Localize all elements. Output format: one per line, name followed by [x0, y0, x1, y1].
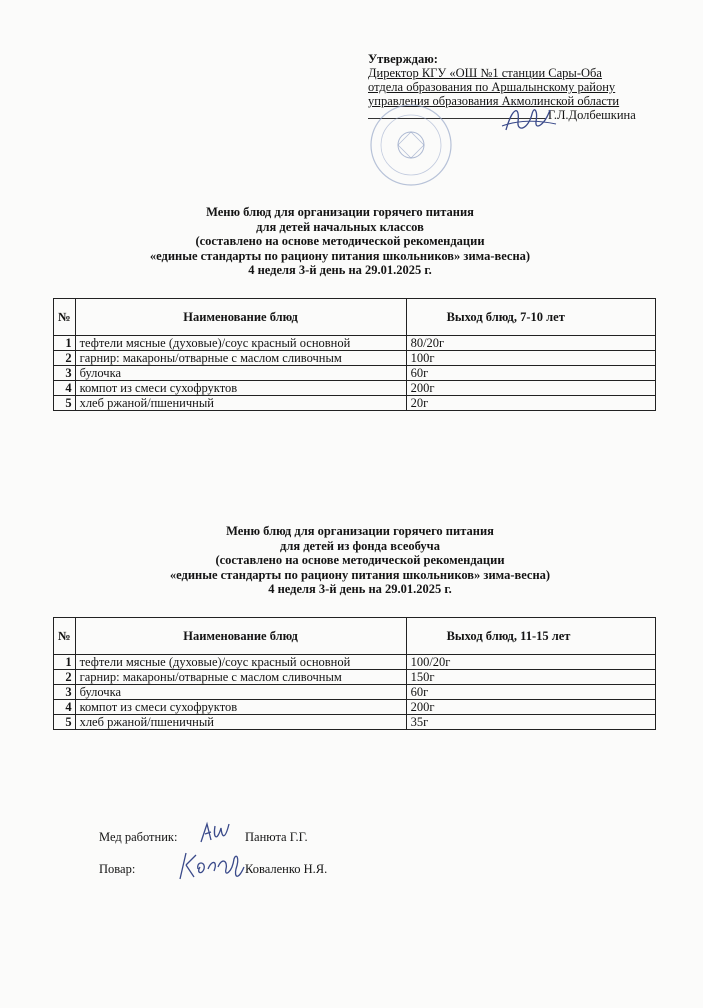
- row-output: 35г: [406, 715, 655, 730]
- row-output: 200г: [406, 381, 655, 396]
- row-name: гарнир: макароны/отварные с маслом сливочным: [75, 670, 406, 685]
- director-signature-icon: [498, 100, 558, 138]
- row-num: 2: [54, 670, 76, 685]
- row-name: хлеб ржаной/пшеничный: [75, 396, 406, 411]
- header-output: Выход блюд, 11-15 лет: [406, 618, 655, 655]
- menu1-table: [53, 298, 656, 411]
- approval-line-2: отдела образования по Аршалынскому району: [368, 80, 616, 94]
- row-output: 150г: [406, 670, 655, 685]
- row-name: компот из смеси сухофруктов: [75, 381, 406, 396]
- menu1-title-line: «единые стандарты по рациону питания школьников» зима-весна): [149, 248, 531, 263]
- menu1-title-line: для детей начальных классов: [256, 219, 424, 234]
- menu1-title-line: Меню блюд для организации горячего питания: [206, 205, 474, 219]
- medic-role: Мед работник:: [99, 830, 178, 844]
- menu1-title-line: (составлено на основе методической рекомендации: [195, 234, 485, 248]
- row-output: 100г: [406, 351, 655, 366]
- menu2-title-line: 4 неделя 3-й день на 29.01.2025 г.: [268, 582, 452, 596]
- table-row: [54, 351, 656, 366]
- cook-name: Коваленко Н.Я.: [245, 862, 328, 876]
- cook-signature-icon: [172, 847, 248, 885]
- table-row: [54, 655, 656, 670]
- menu1-title: [60, 205, 620, 278]
- menu2-title-line: «единые стандарты по рациону питания школьников» зима-весна): [169, 567, 551, 582]
- menu2-title-line: Меню блюд для организации горячего питания: [226, 524, 494, 538]
- approval-heading: Утверждаю:: [368, 52, 438, 66]
- menu2-title: [80, 524, 640, 597]
- row-name: гарнир: макароны/отварные с маслом сливочным: [75, 351, 406, 366]
- medic-signature-icon: [195, 818, 235, 848]
- table-row: [54, 715, 656, 730]
- row-num: 3: [54, 366, 76, 381]
- row-num: 1: [54, 336, 76, 351]
- header-name: Наименование блюд: [75, 618, 406, 655]
- menu2-title-line: (составлено на основе методической рекомендации: [215, 553, 505, 567]
- row-name: компот из смеси сухофруктов: [75, 700, 406, 715]
- row-output: 80/20г: [406, 336, 655, 351]
- approval-line-1: Директор КГУ «ОШ №1 станции Сары-Оба: [368, 66, 602, 80]
- menu2-title-line: для детей из фонда всеобуча: [280, 538, 440, 553]
- row-output: 20г: [406, 396, 655, 411]
- table-row: [54, 670, 656, 685]
- table-header-row: [54, 618, 656, 655]
- approval-signer: Г.Л.Долбешкина: [548, 108, 636, 122]
- table-header-row: [54, 299, 656, 336]
- row-num: 4: [54, 381, 76, 396]
- header-num: №: [54, 299, 76, 336]
- row-num: 4: [54, 700, 76, 715]
- menu1-title-line: 4 неделя 3-й день на 29.01.2025 г.: [248, 263, 432, 277]
- row-output: 100/20г: [406, 655, 655, 670]
- header-name: Наименование блюд: [75, 299, 406, 336]
- table-row: [54, 336, 656, 351]
- header-num: №: [54, 618, 76, 655]
- menu2-table: [53, 617, 656, 730]
- row-output: 60г: [406, 366, 655, 381]
- row-name: хлеб ржаной/пшеничный: [75, 715, 406, 730]
- table-row: [54, 381, 656, 396]
- official-seal-icon: [356, 100, 466, 190]
- table-row: [54, 700, 656, 715]
- medic-name: Панюта Г.Г.: [245, 830, 308, 844]
- row-num: 5: [54, 715, 76, 730]
- row-name: булочка: [75, 685, 406, 700]
- row-num: 3: [54, 685, 76, 700]
- cook-role: Повар:: [99, 862, 136, 876]
- table-row: [54, 685, 656, 700]
- row-num: 2: [54, 351, 76, 366]
- row-output: 200г: [406, 700, 655, 715]
- row-num: 5: [54, 396, 76, 411]
- row-name: булочка: [75, 366, 406, 381]
- row-name: тефтели мясные (духовые)/соус красный основной: [75, 336, 406, 351]
- row-num: 1: [54, 655, 76, 670]
- header-output: Выход блюд, 7-10 лет: [406, 299, 655, 336]
- approval-line-3: управления образования Акмолинской области: [368, 94, 620, 108]
- table-row: [54, 366, 656, 381]
- row-output: 60г: [406, 685, 655, 700]
- table-row: [54, 396, 656, 411]
- row-name: тефтели мясные (духовые)/соус красный основной: [75, 655, 406, 670]
